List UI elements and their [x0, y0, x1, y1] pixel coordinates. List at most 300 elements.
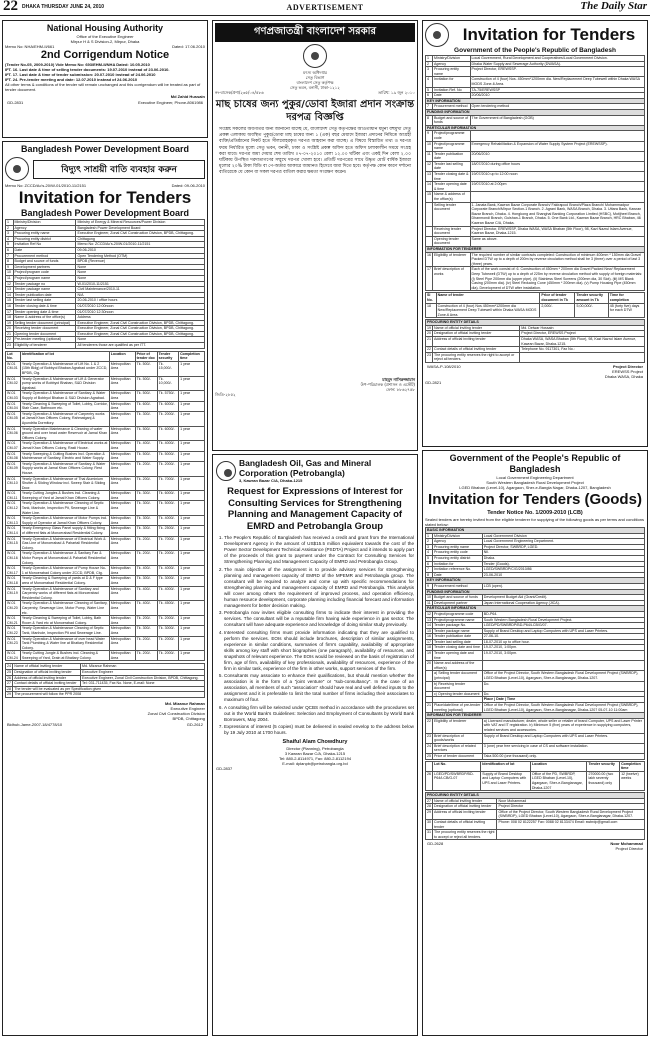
dwasa-lot-table — [425, 292, 645, 318]
info-row — [426, 733, 645, 743]
column-header: Name of tender — [436, 293, 540, 303]
table-cell: Construction of 4 (four) Nos 450mm*1200mm dia New/Replacement Deep Tubewell within Dhaka WASA MODS Zone-6 Area. — [436, 303, 540, 318]
table-cell: 1 year — [179, 586, 205, 601]
table-cell: Name of official inviting tender — [13, 664, 81, 670]
table-cell: 1 year — [179, 651, 205, 661]
table-cell: Bangladesh Power Development Board — [76, 225, 205, 231]
table-cell: 16 — [426, 252, 433, 267]
bpdb-tail-table — [5, 663, 205, 698]
table-cell: 3 (one) year free servicing in case of CS and software installation. — [482, 743, 644, 753]
section-heading: KEY INFORMATION — [426, 98, 645, 104]
petrobangla-signer-email: E-mail: dplanpb@petrobangla.org.bd — [282, 761, 348, 766]
info-row — [426, 226, 645, 236]
table-cell: Yearly Operation Maintenance & Cleaning of water ground and over head water Reservoir at Jamal Khan Officers Colony. — [20, 426, 109, 441]
nha-notice-title: 2nd Corrigendum Notice — [40, 49, 170, 61]
table-cell: Metropolitan Area — [109, 491, 135, 501]
nha-memo: Memo No: NHA/EHM-II/661 — [5, 44, 55, 49]
table-cell: Eligibility of tenderer — [433, 718, 483, 733]
info-row — [6, 692, 205, 698]
table-cell: Yearly Emergency Glass Panel supply & fitting fixing of different flats at Monoerabad Residential Colony. — [20, 526, 109, 536]
table-cell: Eligibility of tenderer — [13, 343, 76, 349]
meeting-columns: Place | Date | Time — [482, 697, 644, 703]
nha-item: All other terms & conditions of the tender will remain unchanged and this corrigendum will be treated as part of tender document. — [5, 82, 201, 92]
table-cell: Tk. 3000/- — [157, 626, 179, 636]
info-row — [426, 161, 645, 171]
table-cell: Tk. 7000/- — [157, 476, 179, 491]
table-cell: Designation of official inviting tender — [433, 331, 520, 337]
table-cell: W-01 CM-01 — [6, 361, 21, 376]
table-cell — [482, 661, 644, 671]
table-cell: Project Director — [497, 804, 645, 810]
table-cell: Yearly Sweeping & Cutting Bushes incl. Operation & Maintenance of Sanitary, Electric and Water Supply. — [20, 451, 109, 461]
table-cell: Tender closing date & time — [434, 172, 469, 181]
info-row — [426, 743, 645, 753]
table-cell: 2,000/- — [540, 303, 575, 318]
table-cell: Yearly Operation & Maintenance of Carpentry works at Jamal Khan Officers Colony, Rahmatganj & Ayundrita Dormitory. — [20, 411, 109, 426]
table-cell: LGED/PD/SWBRDP/BD-P64/LCB/G/07. — [482, 623, 644, 629]
table-cell: Metropolitan Area — [109, 601, 135, 616]
table-cell: LCB (open). — [482, 583, 644, 589]
table-cell: Selling tender document (principal) — [13, 320, 76, 326]
table-cell: 1 year — [179, 451, 205, 461]
table-cell: Each of the work consist of: 6. Construction of 450mm * 200mm dia Gravel Packed New/ Replacement Deep Tubewell (DTW) up to a depth of 225m by reverse circulation method with supply of foreign materials: (i) Steel Pipe 200mm dia (upper pipe). (ii) Stainless Steel Screens (200mm dia, 30 Slot). (iii) MS Blank Casing (200mm dia). (iv) Steel Reducing Cone (450mm * 200mm dia). (v) Pump Housing Pipe (450mm dia). Development of DTW after installation. — [470, 267, 644, 291]
table-cell: W-01 CM-14 — [6, 526, 21, 536]
table-cell: Yearly Operation & Maintenance of Pump House No-1 at Monoerabad Colony under ZCCD, BPDB, Ctg. — [20, 566, 109, 576]
table-cell: Tk. 2000/- — [157, 551, 179, 566]
table-cell: 4 — [6, 236, 14, 242]
table-cell: Open tendering method — [470, 104, 644, 110]
info-row — [426, 267, 645, 291]
table-cell: Name and address of the office(s) — [433, 661, 483, 671]
bangla-address: সেতু ভবন, বনানী, ঢাকা-১২১২ — [290, 85, 340, 90]
column-header: Location — [530, 761, 587, 771]
section-heading: PARTICULAR INFORMATION — [426, 125, 645, 131]
table-cell: Procurement method — [433, 583, 483, 589]
table-cell: 23-06-2010 — [482, 572, 644, 578]
dwasa-ref: WASA-P-108/2010 — [427, 364, 461, 370]
bangla-date: তারিখ: ১৯ জুন ২০১০ — [378, 90, 415, 95]
info-row — [426, 192, 645, 202]
table-cell: Tk. 200/- — [135, 636, 157, 651]
table-cell: 1 year — [179, 441, 205, 451]
table-cell: Yearly Operation & Maintenance Cleaning of Septic Tank, Manhole, Inspection Pit, Sewerage Line & Water Line. — [20, 501, 109, 516]
bpdb-date: Dated: 09-06-2010 — [171, 183, 205, 188]
table-cell: 8 — [426, 572, 433, 578]
table-cell: W-01 CM-07 — [6, 441, 21, 451]
table-cell: Date — [433, 93, 471, 99]
info-row — [6, 331, 205, 337]
table-cell: Yearly Cutting Jungle & Bushes incl. Cleaning & Sweeping of Yard, Drain at Bhatiary Colony. — [20, 651, 109, 661]
table-cell: Project Director, SWBRDP, LGED. — [482, 544, 644, 550]
lot-row — [6, 361, 205, 376]
petrobangla-signer-tel: Tel: 880-2-8114971, Fax: 880-2-8112194 — [278, 756, 352, 761]
petrobangla-eoi-ad — [212, 454, 418, 1036]
table-cell: 9 — [426, 583, 433, 589]
bangla-title: মাছ চাষের জন্য পুকুর/ডোবা ইজারা প্রদান সংক্রান্ত দরপত্র বিজ্ঞপ্তি — [215, 99, 415, 123]
table-cell: Procuring entity district — [433, 555, 483, 561]
table-cell: Supply of Brand Desktop and Laptop Computers with UPS and Laser Printers. — [482, 628, 644, 634]
info-row — [426, 252, 645, 267]
table-cell: Do. — [482, 681, 644, 691]
lged-tender-ad — [422, 450, 648, 1036]
table-cell: Yearly Operation & Maintenance of Motor Pumps incl. Supply of Operator at Jamal Khan Officers Colony. — [21, 516, 108, 525]
bangla-signer-phone: ফোন: ৮৮৬২৭৫৮ — [386, 387, 415, 392]
table-cell: 18 — [6, 315, 14, 321]
table-cell: 01/07/2010 12:30noon — [76, 309, 205, 315]
table-cell: Opening tender document — [433, 236, 471, 246]
lged-intro: Sealed tenders are hereby invited from the eligible tenderer for supplying of the following goods as per terms and conditions stated below: — [425, 517, 645, 527]
table-cell: Tender last selling date — [433, 161, 471, 171]
info-row — [6, 343, 205, 349]
table-cell — [426, 226, 433, 236]
section-heading: FUNDING INFORMATION — [426, 589, 645, 595]
table-cell: 1 year — [179, 516, 205, 526]
lged-lot-table — [425, 761, 645, 792]
table-cell: Metropolitan Area — [109, 476, 135, 491]
table-cell: W-01 CM-16 — [6, 551, 21, 566]
table-cell: Executive Engineer, Zonal Civil Construction Division, BPDB, Chittagong. — [76, 320, 205, 326]
table-cell: W-01 CM-09 — [6, 461, 21, 476]
table-cell: Tk. 2500/- — [157, 526, 179, 536]
table-cell: Eligibility of tenderer — [433, 252, 471, 267]
table-cell: 18 — [427, 645, 431, 650]
table-cell: Project Director, EREWSSP, Dhaka WASA, WASA Bhaban (5th Floor), 98, Kazi Nazrul Islam Avenue, Kawran Bazar, Dhaka-1215. — [470, 226, 644, 236]
table-cell: 7 — [6, 253, 14, 259]
nha-item: IFT. 17. Last date & time of tender submission: 20.07.2010 instead of 24.06.2010 — [5, 72, 156, 77]
table-cell: 1 year — [179, 376, 205, 391]
table-cell: N/A — [76, 292, 205, 298]
nha-gd: GD-2831 — [7, 100, 24, 105]
table-cell: Metropolitan Area — [109, 526, 135, 536]
table-cell: 21 — [426, 703, 433, 713]
table-cell: Metropolitan Area — [109, 501, 135, 516]
table-cell: Tender closing date and time — [433, 645, 483, 651]
table-cell: Metropolitan Area — [109, 441, 135, 451]
table-cell: Metropolitan Area — [109, 411, 135, 426]
table-cell: Tk. 2000/- — [157, 616, 179, 626]
table-cell: 23 — [6, 343, 14, 349]
lged-signer-title: Project Director — [615, 846, 643, 852]
table-cell: Japan International Cooperation Agency (JICA). — [482, 600, 644, 606]
eoi-paragraph: 5. Consultants may associate to enhance their qualifications, but should mention whether the association is in the form of a "joint venture" or "sub-consultancy". In the case of an association, all members of such "association" should have real and well defined inputs to the assignment and it is preferable to limit the total number of firms including their associates to maximum of four. — [224, 673, 414, 703]
lot-row — [6, 586, 205, 601]
table-cell: None — [76, 337, 205, 343]
info-row — [426, 67, 645, 77]
table-cell: Opening tender document — [13, 331, 76, 337]
table-cell: Designation of official inviting tender — [433, 804, 497, 810]
table-cell: Development partner — [433, 600, 483, 606]
info-row — [426, 830, 645, 840]
table-cell: Metropolitan Area — [109, 636, 135, 651]
info-row — [426, 718, 645, 733]
table-cell: 21 — [426, 337, 433, 347]
table-cell: 1 year — [179, 476, 205, 491]
table-cell: Yearly Cleaning & Sweeping of yards at D & F type area of Monoerabad Residential Colony. — [20, 576, 109, 586]
table-cell: Noor Mohammad — [497, 798, 645, 804]
table-cell: Name & address of the office(s) — [13, 315, 76, 321]
dwasa-table — [425, 55, 645, 291]
table-cell: Agency — [433, 539, 483, 545]
table-cell: 20/06/2010 — [470, 151, 644, 161]
table-cell: 1 year — [179, 636, 205, 651]
table-cell: Metropolitan Area — [109, 551, 135, 566]
column-header: Lot No. — [6, 351, 21, 361]
table-cell: Tel: 031-711435, Fax No. None, E-mail: None — [81, 681, 205, 687]
table-cell: Price of tender document — [433, 753, 483, 759]
table-cell: 1 year — [179, 616, 205, 626]
lged-table — [425, 527, 645, 760]
lot-row — [6, 576, 205, 586]
table-cell: Yearly Operation & Maintenance of Thai Aluminium Shutter & Sliding Window incl. Sweep Stair & Sliding Door. — [20, 476, 109, 491]
petrobangla-gd: GD-2837 — [216, 766, 233, 771]
table-cell: Name & address of the office(s) — [433, 192, 471, 202]
table-cell: W-01 CM-04 — [6, 401, 21, 411]
table-cell: Tender publication date — [13, 292, 76, 298]
table-cell: Agency — [13, 225, 76, 231]
table-cell: Tender package name — [433, 628, 483, 634]
table-cell: Tk. 15,000/- — [157, 361, 179, 376]
table-cell: BD-P64. — [482, 611, 644, 617]
section-heading: INFORMATION FOR TENDERER — [426, 246, 645, 252]
table-cell: 24 — [426, 743, 433, 753]
lged-heading: Invitation for Tenders (Goods) — [428, 491, 642, 508]
table-cell: Md. Mizanur Rahman — [81, 664, 205, 670]
dwasa-gov: Government of the People's Republic of Bangladesh — [454, 47, 616, 54]
table-cell: Project Director, EREWSSP. — [470, 67, 644, 77]
eoi-paragraph: 6. A consulting firm will be selected under QCBS method in accordance with the procedures set out in the World Bank's Guidelines: Selection and Employment of Consultants by World Bank Borrowers, May 2004. — [224, 705, 414, 723]
table-cell: Tk. 200/- — [135, 616, 157, 626]
table-cell: Tk. 2000/- — [157, 651, 179, 661]
column-header: Tender security amount in Tk — [575, 293, 608, 303]
section-heading: BASIC INFORMATION — [426, 528, 645, 534]
table-cell: Tk. 2000/- — [157, 461, 179, 476]
bpdb-tender-ad — [2, 141, 208, 1036]
table-cell: Invitation for — [433, 561, 483, 567]
table-cell: Emergency Rehabilitation & Expansion of Water Supply System Project (EREWSSP). — [470, 141, 644, 151]
table-cell: Yearly Operation & Maintenance of Sanitary and Carpentry works of different flats at Monoerabad Residential Colony. — [20, 586, 109, 601]
table-cell: 11 — [427, 600, 431, 605]
info-row — [426, 202, 645, 226]
table-cell: Contact details of official inviting tender — [13, 681, 81, 687]
table-cell: 4 — [426, 77, 433, 87]
table-cell: W-01 CM-23 — [6, 636, 21, 651]
bpdb-memo: Memo No: ZCCD/Ac's-20/W-01/2010-11/2151 — [5, 183, 87, 188]
table-cell: Contact details of official inviting tender — [433, 820, 497, 830]
eoi-paragraph: 3. Petrobangla now invites eligible consulting firms to indicate their interest in providing the services. The consultant will be a reputable firm having wide experience in gas sector. The consultant will have adequate experience and knowledge of doing similar study previously. — [224, 610, 414, 628]
table-cell: All tenderers those are qualified as per ITT. — [76, 343, 205, 349]
table-cell: 3 — [6, 231, 14, 237]
info-row — [426, 337, 645, 347]
table-cell: Do. — [482, 691, 644, 697]
table-cell: BPDB (Revenue) — [76, 259, 205, 265]
table-cell: 2 — [6, 225, 14, 231]
table-cell: 3 — [426, 67, 433, 77]
column-header: Tender security — [157, 351, 179, 361]
table-cell: Procurement method — [433, 104, 471, 110]
table-cell: 14 — [6, 292, 14, 298]
bangla-gd: জিডি-২৮৫২ — [215, 392, 236, 397]
table-cell: Same as above. — [470, 236, 644, 246]
table-cell: 01/07/2010 12:00noon — [76, 303, 205, 309]
table-cell: Local Government Engineering Department. — [482, 539, 644, 545]
table-cell: 1 year — [179, 566, 205, 576]
table-cell: W-01/2010-11/2151 — [76, 281, 205, 287]
table-cell: The procuring entity reserves the right to accept or reject all tenders. — [433, 830, 497, 840]
table-cell: 30 — [426, 820, 433, 830]
section-heading: PARTICULAR INFORMATION — [426, 606, 645, 612]
table-cell: Invitation Ref No — [13, 242, 76, 248]
table-cell: Yearly Operation & Maintenance of Sanitary & Water Supply works at Jamal Khan Officers Colony, Rest House. — [20, 461, 109, 476]
table-cell: Procuring entity name — [433, 544, 483, 550]
table-cell: 31 — [426, 830, 433, 840]
table-cell: 3 — [426, 544, 433, 550]
info-row — [426, 661, 645, 671]
table-cell: 22 — [6, 337, 14, 343]
table-cell: W-01 CM-24 — [6, 651, 21, 661]
nha-signer: Md Zahid Hussain — [170, 94, 205, 99]
table-cell: Tk. 2000/- — [157, 636, 179, 651]
table-cell: Construction of 4 (four) Nos. 450mm*1200mm dia. New/Replacement Deep Tubewell within Dhaka WASA MODS Zone-6 Area. — [470, 77, 644, 87]
table-cell: Tender (Goods). — [482, 561, 644, 567]
table-cell: Development partners — [13, 264, 76, 270]
dwasa-heading: Invitation for Tenders — [462, 25, 636, 44]
table-cell: 27 — [427, 798, 431, 803]
table-cell: Tk. 5000/- — [157, 501, 179, 516]
table-cell: Tk. 4000/- — [157, 566, 179, 576]
table-cell: Tk. 400/- — [135, 586, 157, 601]
bpdb-subheading: Bangladesh Power Development Board — [20, 208, 190, 218]
table-cell: W-01 CM-06 — [6, 426, 21, 441]
table-cell: Yearly Operation & Maintenance of Sanitary & Water Supply of Bobbyol Bhaban & S&D Division Agrabad. — [20, 391, 109, 401]
table-cell: 14 — [426, 182, 433, 192]
table-cell: Procurement method — [13, 253, 76, 259]
petrobangla-heading: Request for Expressions of Interest for Consulting Services for Strengthening Planning and Management Capacity of EMRD and Petrobangla Group — [227, 486, 403, 532]
lged-office3: LGED Bhaban (Level-10), Agargaon, Sher-e-Bangla Nagar, Dhaka-1207, Bangladesh — [459, 485, 611, 490]
petrobangla-signer: Shaiful Alam Chowdhury — [282, 739, 348, 745]
table-cell: 25 — [427, 753, 431, 758]
column-middle — [212, 20, 418, 1042]
info-row — [426, 809, 645, 819]
table-cell: Date — [13, 247, 76, 253]
table-cell: 15 — [426, 192, 433, 202]
petrobangla-address: 3, Kawran Bazar C/A, Dhaka-1215 — [239, 478, 303, 483]
bpdb-info-table — [5, 219, 205, 349]
table-cell: Address — [76, 315, 205, 321]
info-row — [426, 753, 645, 759]
table-cell — [520, 352, 645, 362]
table-cell: None — [76, 275, 205, 281]
nha-corrigendum-ad — [2, 20, 208, 138]
table-cell: Tk. 200/- — [135, 461, 157, 476]
meeting-row — [426, 703, 645, 713]
table-cell: Executive Engineer, Zonal Civil Construction Division, BPDB, Chittagong. — [76, 231, 205, 237]
bpdb-heading: Invitation for Tenders — [18, 188, 192, 207]
table-cell: W-01 CM-15 — [6, 536, 21, 551]
info-row — [426, 352, 645, 362]
lged-gov: Government of the People's Republic of Bangladesh — [449, 453, 621, 474]
table-cell: a) Selling tender document (principal) — [433, 671, 483, 681]
table-cell: Pre-tender meeting (optional) — [13, 337, 76, 343]
table-cell: 23 — [426, 352, 433, 362]
column-header: Tender security — [587, 761, 620, 771]
table-cell: Tk. 10,000/- — [157, 376, 179, 391]
table-cell: 1 year — [179, 601, 205, 616]
table-cell: 20/06/2010 — [470, 93, 644, 99]
bpdb-lot-table — [5, 351, 205, 662]
table-cell: 1 year — [179, 536, 205, 551]
table-cell: Tk. 300/- — [135, 576, 157, 586]
table-cell: 10 — [426, 141, 433, 151]
table-cell: Tk. 4000/- — [157, 586, 179, 601]
table-cell: Metropolitan Area — [109, 516, 135, 526]
bridge-authority-logo-icon — [303, 44, 327, 68]
table-cell: Yearly Operation & Maintenance of Lift & Generator pump works of Bobbyol Bhaban, S&D Division Agrabad. — [20, 376, 109, 391]
table-cell: Metropolitan Area — [109, 626, 135, 636]
lged-notice: Tender Notice No. 1/2009-2010 (LCB) — [487, 510, 583, 516]
table-cell: 26 — [7, 675, 11, 680]
table-cell: W-01 CM-22 — [6, 626, 21, 636]
info-row — [426, 651, 645, 661]
petrobangla-signer-title: Director (Planning), Petrobangla — [286, 746, 344, 751]
table-cell: The tender will be evaluated as per Specification given — [13, 686, 205, 692]
petrobangla-title: Bangladesh Oil, Gas and Mineral Corporation (Petrobangla) — [239, 458, 372, 478]
table-cell: W-01 CM-02 — [6, 376, 21, 391]
table-cell: 1 year — [179, 501, 205, 516]
info-row — [426, 820, 645, 830]
column-left — [2, 20, 208, 1042]
table-cell: Tender publication date — [433, 151, 471, 161]
table-cell: Metropolitan Area — [109, 461, 135, 476]
info-row — [6, 326, 205, 332]
table-cell: Nil. — [482, 550, 644, 556]
table-cell: 17 — [427, 639, 431, 644]
table-cell: Tk. 300/- — [135, 526, 157, 536]
table-cell: 15 — [6, 298, 14, 304]
table-cell: Tk. 6000/- — [157, 426, 179, 441]
table-cell: 8 — [6, 259, 14, 265]
table-cell: 13 — [6, 287, 14, 293]
column-header: Identification of lot — [481, 761, 531, 771]
table-cell: W-01 CM-21 — [6, 616, 21, 626]
table-cell: 26 — [426, 771, 433, 790]
table-cell: 18 — [426, 303, 437, 318]
info-row — [6, 675, 205, 681]
table-cell: None — [76, 264, 205, 270]
table-cell: 11 — [6, 275, 14, 281]
table-cell: Selling tender document — [433, 202, 471, 226]
table-cell: 2 — [426, 61, 433, 67]
table-cell: Office of the Project Director, South Western Bangladesh Rural Development Project (SWBRDP), LGED Bhaban (Level-10), Agargaon, Sher-e-Banglanagar, Dhaka-1207 05-07-10 11:00am — [482, 703, 644, 713]
nha-signer-title: Executive Engineer, Phone-8061986 — [138, 100, 203, 105]
info-row — [426, 671, 645, 681]
table-cell: Tender publication date — [433, 634, 483, 640]
table-cell: Metropolitan Area — [109, 451, 135, 461]
table-cell: Tk. 500/- — [135, 451, 157, 461]
table-cell: 23 — [426, 733, 433, 743]
lot-row — [6, 566, 205, 576]
table-cell: Ministry/Division — [433, 56, 471, 62]
table-cell: Phone: 008 02 8122257 Fax: 0088 02 8133474 Email: swbrdp@gmail.com — [497, 820, 645, 830]
lot-row — [6, 376, 205, 391]
table-cell: 29 — [7, 692, 11, 697]
table-cell: The Government of Bangladesh (GOB) — [470, 115, 644, 125]
table-cell: Project/programme code — [433, 611, 483, 617]
table-cell: Supply of Brand Desktop and Laptop Computers with UPS and Laser Printers. — [481, 771, 531, 790]
section-heading: KEY INFORMATION — [426, 578, 645, 584]
table-cell: Dhaka Water Supply and Sewerage Authority (DWASA). — [470, 61, 644, 67]
lot-row — [6, 401, 205, 411]
table-cell: Tender last selling date — [433, 639, 483, 645]
